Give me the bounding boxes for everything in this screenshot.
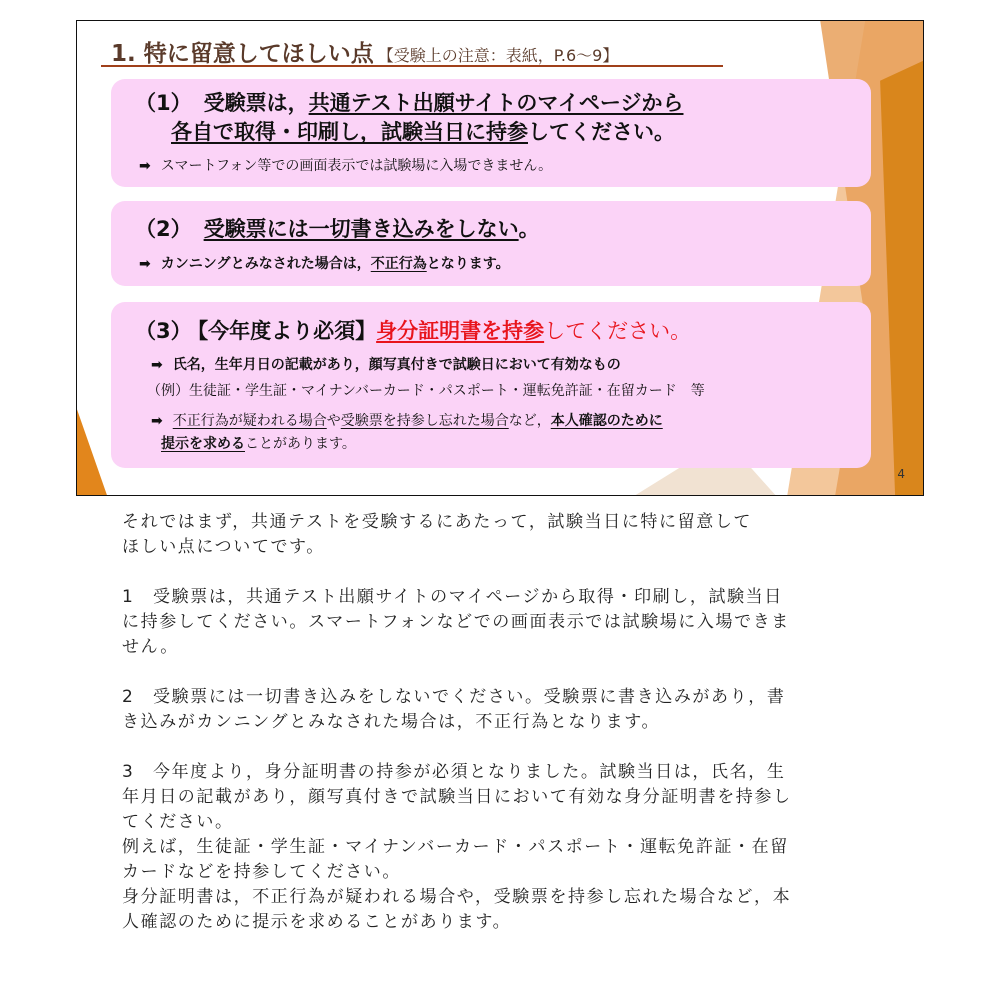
box3-bullet2-line2-underlined: 提示を求める [161,436,245,452]
arrow-icon: ➡ [139,256,151,272]
slide [76,20,924,496]
box3-heading-red-underlined: 身分証明書を持参 [376,319,545,343]
box3-bullet2-bold: 本人確認のために [550,413,663,429]
box1-line1-underlined: 共通テスト出願サイトのマイページから [308,91,684,115]
notes-item-3: 3 今年度より，身分証明書の持参が必須となりました。試験当日は，氏名，生 年月日の記載があり，顔写真付きで試験当日において有効な身分証明書を持参し てください。 例えば，生徒証・学生証・マイナンバーカード・パスポート・運転免許証・在留 カードなどを持参してください。 身分証明書は，不正行為が疑われる場合や，受験票を持参し忘れた場合など，本 人確認のために提示を求めることがあります。 [122,762,792,932]
box3-bullet2-line2 [161,433,356,453]
slide-page-number: 4 [897,467,905,481]
notes-item-1: 1 受験票は，共通テスト出願サイトのマイページから取得・印刷し，試験当日 に持参してください。スマートフォンなどでの画面表示では試験場に入場できま せん。 [122,587,790,657]
box1-line2-plain: してください。 [528,120,675,144]
box3-bullet2-underlined-1: 不正行為が疑われる場合 [172,413,327,429]
box3-bullet2-underlined-2: 受験票を持参し忘れた場合 [340,413,509,429]
notes-intro: それではまず，共通テストを受験するにあたって，試験当日に特に留意して ほしい点についてです。 [122,512,753,557]
box2-heading-underlined: 受験票には一切書き込みをしない [203,217,519,241]
box3-heading-red-plain: してください。 [544,319,692,343]
notice-box-1 [111,79,871,187]
speaker-notes [122,510,882,935]
notice-box-2 [111,201,871,286]
box1-number: （1） [135,91,192,115]
box1-bullet [139,155,552,175]
notice-box-3 [111,302,871,468]
notes-item-2: 2 受験票には一切書き込みをしないでください。受験票に書き込みがあり，書 き込みがカンニングとみなされた場合は，不正行為となります。 [122,687,786,732]
box2-number: （2） [135,217,192,241]
box2-heading-end: 。 [518,217,540,241]
box1-bullet-text: スマートフォン等での画面表示では試験場に入場できません。 [160,158,553,174]
arrow-icon: ➡ [139,158,151,174]
box3-bullet1 [151,354,621,374]
box2-bullet-part2: となります。 [426,256,510,272]
box2-heading [135,213,540,243]
box3-bracket: 【今年度より必須】 [197,319,377,343]
box3-bullet1-text: 氏名，生年月日の記載があり，顔写真付きで試験日において有効なもの [172,357,621,373]
box3-bullet2 [151,410,663,430]
box1-line2-underlined: 各自で取得・印刷し，試験当日に持参 [171,120,528,144]
slide-title [111,35,618,68]
box2-bullet-underlined: 不正行為 [370,256,427,272]
title-rule [101,65,723,67]
box3-example: （例）生徒証・学生証・マイナンバーカード・パスポート・運転免許証・在留カード 等 [147,383,705,399]
box1-line1 [135,87,683,117]
box2-bullet-part1: カンニングとみなされた場合は， [160,256,371,272]
box3-bullet2-plain-1: や [326,413,341,429]
slide-title-main: 1. 特に留意してほしい点 [111,41,374,67]
arrow-icon: ➡ [151,357,163,373]
slide-title-reference: 【受験上の注意：表紙，P.6～9】 [377,46,619,65]
box2-bullet [139,253,510,273]
box3-bullet2-line2-plain: ことがあります。 [245,436,356,452]
box3-bullet2-plain-2: など， [508,413,551,429]
box1-line2 [171,116,675,146]
box3-number: （3） [135,319,192,343]
arrow-icon: ➡ [151,413,163,429]
box3-heading [135,315,691,345]
box1-line1-plain: 受験票は， [203,91,309,115]
